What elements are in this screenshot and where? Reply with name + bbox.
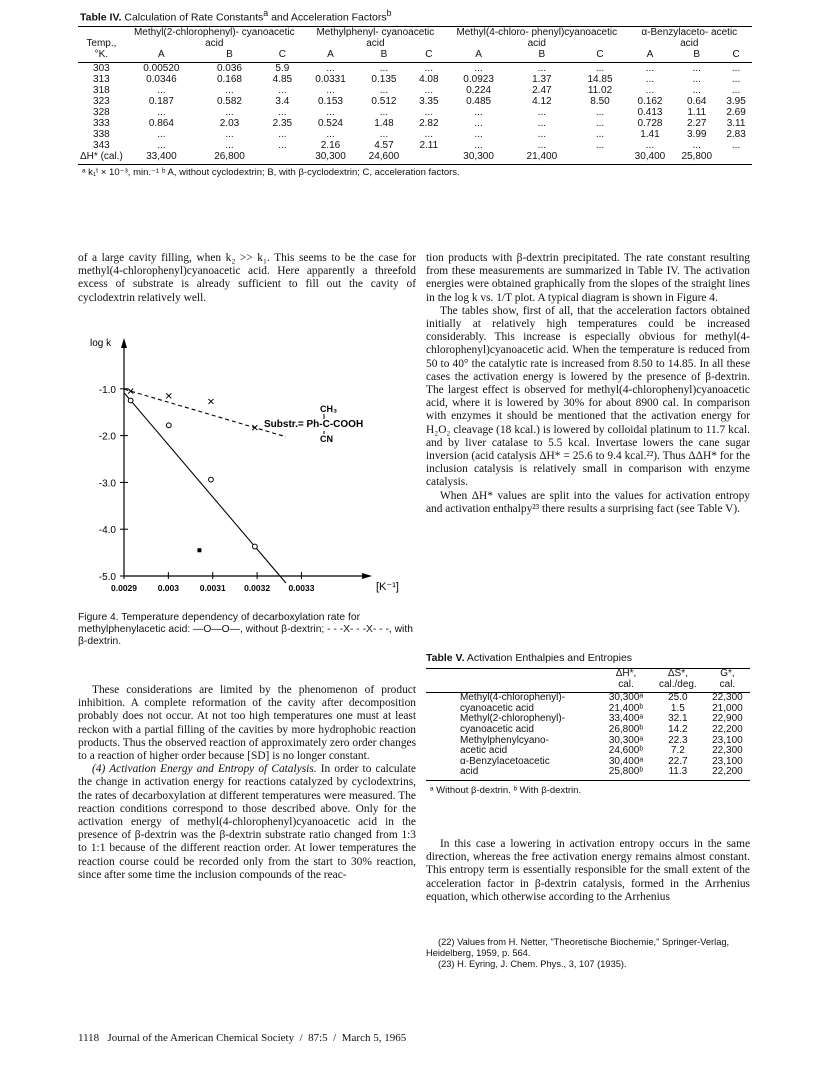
series-line xyxy=(124,393,285,583)
value-cell: 33,400ᵃ xyxy=(608,713,644,725)
value-cell: ... xyxy=(595,62,605,74)
sub-header: C xyxy=(720,49,752,63)
value-cell: 4.57 xyxy=(374,139,394,151)
value-cell: ... xyxy=(692,62,701,74)
data-point-circle xyxy=(252,544,257,549)
col-unit: cal. xyxy=(601,680,651,693)
value-cell: ... xyxy=(278,106,287,118)
data-point-cross xyxy=(166,393,171,398)
value-cell: 0.162 xyxy=(637,95,663,107)
value-cell: 0.524 xyxy=(317,117,343,129)
series-line xyxy=(124,389,285,436)
value-cell: 25.0 xyxy=(668,692,688,704)
value-cell: ... xyxy=(731,139,741,151)
value-cell: 2.16 xyxy=(320,139,341,151)
value-cell: 11.3 xyxy=(651,767,705,780)
value-cell: ... xyxy=(645,62,655,74)
dh-value: 30,300 xyxy=(463,150,494,162)
ddh-label xyxy=(78,162,125,165)
section-heading: (4) Activation Energy and Entropy of Catalysis. xyxy=(92,763,317,776)
reference-23: (23) H. Eyring, J. Chem. Phys., 3, 107 (1935). xyxy=(438,959,627,969)
y-axis-label: log k xyxy=(90,338,112,349)
value-cell: 11.02 xyxy=(587,84,613,96)
x-tick-label: 0.003 xyxy=(157,583,180,593)
temp-cell: 323 xyxy=(93,95,110,107)
value-cell: 0.036 xyxy=(216,62,242,74)
value-cell: 0.64 xyxy=(687,95,707,107)
paragraph: of a large cavity filling, when k₂ >> k₁. This seems to be the case for methyl(4-chlorophenyl)cyanoacetic acid. Here apparently a threefold excess of substrate is already sufficient to fill out the cavity of cyclodextrin relatively well. xyxy=(78,252,416,304)
ddh-value xyxy=(304,162,447,165)
col-unit: cal./deg. xyxy=(651,680,705,693)
value-cell: 22,300 xyxy=(712,745,743,757)
temp-cell: 328 xyxy=(93,106,110,118)
value-cell: ... xyxy=(692,84,701,96)
dh-value: 33,400 xyxy=(146,150,177,162)
value-cell: 22.3 xyxy=(668,734,688,746)
value-cell: 22.7 xyxy=(668,755,688,767)
page-footer: 1118 Journal of the American Chemical Society / 87:5 / March 5, 1965 xyxy=(78,1032,407,1044)
value-cell: ... xyxy=(379,84,389,96)
value-cell: 1.11 xyxy=(687,106,707,118)
value-cell: 0.0331 xyxy=(315,73,346,85)
value-cell: ... xyxy=(326,128,335,140)
group-header: Methyl(4-chloro- phenyl)cyanoacetic acid xyxy=(456,26,618,49)
right-column-bottom xyxy=(426,838,750,904)
table-row xyxy=(426,767,750,780)
value-cell: 30,300ᵃ xyxy=(608,734,644,746)
value-cell: ... xyxy=(537,128,547,140)
table-row xyxy=(426,725,750,736)
dh-value: 30,300 xyxy=(315,150,346,162)
sub-header: B xyxy=(510,49,573,63)
paragraph: tion products with β-dextrin precipitated. The rate constant resulting from these measurements are summarized in Table IV. The activation energies were obtained graphically from the slopes of the straight lines in the log k vs. 1/T plot. A typical diagram is shown in Figure 4. xyxy=(426,252,750,304)
value-cell: ... xyxy=(731,84,741,96)
value-cell: 23,100 xyxy=(712,755,743,767)
value-cell: 0.153 xyxy=(317,95,343,107)
ddh-value xyxy=(447,162,627,165)
value-cell: 0.00520 xyxy=(143,62,180,74)
empty-cell xyxy=(720,151,752,162)
compound-cell: cyanoacetic acid xyxy=(460,723,534,735)
temp-cell: 343 xyxy=(93,139,110,151)
dh-value: 24,600 xyxy=(368,150,400,162)
paragraph: The tables show, first of all, that the acceleration factors obtained initially at relatively high temperatures could be increased considerably. This increase is especially obvious for methyl(4-chlorophenyl)cyanoacetic acid. When the temperature is reduced from 50 to 40° the catalytic rate is increased from 8.50 to 14.85. In all these cases the activation energy is lowered by the presence of β-dextrin. The largest effect is observed for methyl(4-chlorophenyl)cyanoacetic acid, where it is lowered by 30% for about 8900 cal. In comparison with enzymes it should be mentioned that the activation energy for H₂O₂ cleavage (18 kcal.) is lowered by colloidal platinum to 11.7 kcal. and by liver catalase to 5.5 kcal. Invertase lowers the cane sugar inversion (acid catalysis ΔH* = 25.6 to 9.4 kcal.²²). Thus ΔΔH* for the inclusion catalysis is relatively small in comparison with enzyme catalysis. xyxy=(426,304,750,489)
value-cell: 24,600ᵇ xyxy=(608,745,644,757)
dh-value: 25,800 xyxy=(681,150,713,162)
sub-header: C xyxy=(573,49,626,63)
table-v xyxy=(426,652,750,796)
table-row xyxy=(78,118,752,129)
value-cell: 14.2 xyxy=(668,723,688,735)
value-cell: ... xyxy=(474,106,483,118)
value-cell: 7.2 xyxy=(670,745,685,757)
value-cell: 0.512 xyxy=(371,95,397,107)
value-cell: ... xyxy=(595,128,605,140)
value-cell: 26,800ᵇ xyxy=(608,723,644,735)
y-tick-label: -5.0 xyxy=(98,572,116,583)
table-row xyxy=(78,85,752,96)
paragraph: These considerations are limited by the phenomenon of product inhibition. A complete reformation of the cavity after decomposition probably does not occur. At not too high temperatures one must at least reckon with a partial filling of the cavities by more hydrophobic reaction products. Thus the observed reaction of approximately zero order changes to a reaction of higher order because [SD] is no longer constant. xyxy=(78,684,416,763)
ddh-value xyxy=(125,162,304,165)
table-v-footnote: ᵃ Without β-dextrin. ᵇ With β-dextrin. xyxy=(430,784,582,796)
compound-cell: Methylphenylcyano- xyxy=(460,734,549,746)
value-cell: ... xyxy=(474,117,483,129)
value-cell: 4.12 xyxy=(532,95,552,107)
temp-cell: 303 xyxy=(93,62,110,74)
y-tick-label: -1.0 xyxy=(98,384,116,396)
value-cell: ... xyxy=(595,139,605,151)
data-point-cross xyxy=(208,399,213,404)
substrate-formula: Substr.= Ph-C-COOH xyxy=(264,419,364,430)
value-cell: ... xyxy=(731,73,741,85)
value-cell: ... xyxy=(379,128,389,140)
value-cell: ... xyxy=(379,106,389,118)
value-cell: 2.03 xyxy=(219,117,240,129)
table-row xyxy=(78,140,752,151)
value-cell: 25,800ᵇ xyxy=(601,767,651,780)
group-header: Methyl(2-chlorophenyl)- cyanoacetic acid xyxy=(133,26,295,49)
table-row xyxy=(78,107,752,118)
col-header: ΔS*, xyxy=(667,668,688,679)
x-tick-label: 0.0033 xyxy=(288,583,315,593)
value-cell: ... xyxy=(474,62,483,74)
value-cell: ... xyxy=(326,84,335,96)
paragraph: When ΔH* values are split into the values for activation entropy and activation enthalpy²³ there results a surprising fact (see Table V). xyxy=(426,489,750,515)
value-cell: ... xyxy=(326,106,335,118)
value-cell: 8.50 xyxy=(590,95,610,107)
value-cell: 0.413 xyxy=(637,106,663,118)
col-header: ΔH*, xyxy=(615,668,637,679)
value-cell: 2.11 xyxy=(419,139,439,151)
temp-header: Temp., xyxy=(86,37,117,49)
right-column-top xyxy=(426,252,750,516)
table-iv xyxy=(78,8,752,178)
left-column-bottom xyxy=(78,684,416,882)
value-cell: ... xyxy=(731,62,741,74)
table-v-label: Table V. xyxy=(426,652,465,664)
table-iv-grid xyxy=(78,26,752,165)
value-cell: 1.48 xyxy=(374,117,394,129)
y-axis-arrow xyxy=(121,338,127,348)
value-cell: 21,400ᵇ xyxy=(608,702,644,714)
figure-4 xyxy=(78,330,416,620)
value-cell: 21,000 xyxy=(712,702,743,714)
sub-header: B xyxy=(673,49,720,63)
value-cell: ... xyxy=(225,139,234,151)
table-v-caption xyxy=(426,652,750,664)
temp-unit: °K. xyxy=(78,49,125,63)
value-cell: ... xyxy=(157,128,166,140)
col-unit: cal. xyxy=(705,680,750,693)
empty-cell xyxy=(261,151,304,162)
value-cell: 3.4 xyxy=(275,95,290,107)
group-header: α-Benzylaceto- acetic acid xyxy=(641,26,738,49)
value-cell: 3.95 xyxy=(726,95,746,107)
value-cell: ... xyxy=(379,62,389,74)
x-axis-unit: [K⁻¹] xyxy=(376,581,399,593)
group-header: Methylphenyl- cyanoacetic acid xyxy=(316,26,435,49)
value-cell: 0.135 xyxy=(371,73,397,85)
sub-header: A xyxy=(447,49,510,63)
value-cell: ... xyxy=(157,139,166,151)
value-cell: ... xyxy=(326,62,335,74)
sub-header: C xyxy=(261,49,304,63)
value-cell: ... xyxy=(424,62,433,74)
value-cell: 3.35 xyxy=(419,95,439,107)
value-cell: 2.69 xyxy=(726,106,746,118)
substrate-ch3: CH₃ xyxy=(320,404,338,414)
temp-cell: 338 xyxy=(93,128,110,140)
table-v-grid xyxy=(426,668,750,781)
compound-cell: cyanoacetic acid xyxy=(460,702,534,714)
table-v-title: Activation Enthalpies and Entropies xyxy=(466,652,633,664)
compound-cell: α-Benzylacetoacetic xyxy=(460,755,550,767)
value-cell: 30,300ᵃ xyxy=(608,692,644,704)
value-cell: ... xyxy=(537,139,547,151)
value-cell: 22,200 xyxy=(712,723,743,735)
value-cell: ... xyxy=(645,84,655,96)
value-cell: ... xyxy=(278,128,287,140)
value-cell: 22,200 xyxy=(705,767,750,780)
value-cell: 1.41 xyxy=(640,128,660,140)
references xyxy=(426,937,750,970)
value-cell: ... xyxy=(645,139,655,151)
value-cell: ... xyxy=(424,84,433,96)
y-tick-label: -2.0 xyxy=(98,431,116,443)
value-cell: ... xyxy=(225,128,234,140)
compound-cell: acetic acid xyxy=(460,745,508,757)
table-iv-title: Calculation of Rate Constants xyxy=(124,11,264,24)
figure-4-caption: Figure 4. Temperature dependency of decarboxylation rate for methylphenylacetic acid: —O—O—, without β-dextrin; - - -X- - -X- - -, with β-dextrin. xyxy=(78,612,413,647)
sub-header: B xyxy=(357,49,410,63)
value-cell: 0.582 xyxy=(216,95,242,107)
value-cell: ... xyxy=(424,128,433,140)
sub-header: A xyxy=(304,49,357,63)
value-cell: 4.85 xyxy=(272,73,293,85)
col-header: G*, xyxy=(720,668,735,679)
dh-value: 26,800 xyxy=(214,150,245,162)
value-cell: ... xyxy=(278,84,287,96)
value-cell: 23,100 xyxy=(712,734,743,746)
table-iv-caption xyxy=(80,8,752,24)
value-cell: 2.35 xyxy=(272,117,293,129)
x-tick-label: 0.0029 xyxy=(111,583,137,593)
value-cell: ... xyxy=(157,84,166,96)
value-cell: 0.224 xyxy=(466,84,492,96)
table-row xyxy=(78,62,752,74)
value-cell: ... xyxy=(225,84,234,96)
value-cell: ... xyxy=(225,106,234,118)
substrate-cn: CN xyxy=(320,434,333,444)
y-tick-label: -3.0 xyxy=(98,478,116,490)
value-cell: 0.728 xyxy=(637,117,663,129)
value-cell: 1.5 xyxy=(670,702,685,714)
empty-cell xyxy=(411,151,447,162)
value-cell: 0.187 xyxy=(148,95,174,107)
value-cell: 0.168 xyxy=(216,73,242,85)
sub-header: B xyxy=(198,49,261,63)
value-cell: ... xyxy=(537,106,547,118)
value-cell: 2.82 xyxy=(419,117,439,129)
paragraph: In this case a lowering in activation entropy occurs in the same direction, whereas the free activation energy remains almost constant. This entropy term is essentially responsible for the small extent of the acceleration factor in β-dextrin catalysis, formed in the Arrhenius equation, which otherwise according to the Arrhenius xyxy=(426,838,750,903)
value-cell: 3.99 xyxy=(687,128,707,140)
x-axis-arrow xyxy=(362,573,372,579)
value-cell: 14.85 xyxy=(587,73,613,85)
compound-cell: acid xyxy=(426,767,601,780)
dh-value: 30,400 xyxy=(634,150,666,162)
value-cell: 22,300 xyxy=(712,692,743,704)
table-iv-footnote: ᵃ k₁ᵗ × 10⁻³, min.⁻¹ ᵇ A, without cyclodextrin; B, with β-cyclodextrin; C, acceleration factors. xyxy=(82,166,460,178)
value-cell: ... xyxy=(692,73,701,85)
value-cell: ... xyxy=(537,117,547,129)
reference-22: (22) Values from H. Netter, "Theoretische Biochemie," Springer-Verlag, Heidelberg, 1959, p. 564. xyxy=(426,937,730,958)
value-cell: 3.11 xyxy=(726,117,746,129)
value-cell: 1.37 xyxy=(532,73,552,85)
compound-cell: Methyl(4-chlorophenyl)- xyxy=(460,692,566,704)
table-iv-label: Table IV. xyxy=(80,11,122,24)
value-cell: ... xyxy=(424,106,433,118)
temp-cell: 318 xyxy=(93,84,110,96)
x-tick-label: 0.0032 xyxy=(244,583,271,593)
value-cell: ... xyxy=(474,139,483,151)
value-cell: 5.9 xyxy=(275,62,290,74)
table-iv-title-2: and Acceleration Factors xyxy=(268,11,387,24)
table-iv-sup-b: b xyxy=(386,8,392,18)
dh-label: ΔH* (cal.) xyxy=(80,150,123,162)
data-point-circle xyxy=(166,423,171,428)
dh-value: 21,400 xyxy=(526,150,558,162)
figure-4-plot xyxy=(78,330,416,620)
empty-cell xyxy=(573,151,626,162)
value-cell: ... xyxy=(157,106,166,118)
value-cell: ... xyxy=(278,139,287,151)
compound-cell: Methyl(2-chlorophenyl)- xyxy=(460,713,566,725)
paragraph: In order to calculate the change in activation energy for reactions catalyzed by cyclodextrins, the rates of decarboxylation at different temperatures were measured. The reaction conditions correspond to those described above. Only for the activation energy of methyl(4-chlorophenyl)cyanoacetic acid in the presence of β-dextrin was the β-dextrin substrate ratio changed from 1:3 to 1:1 because of the different reaction order. At lower temperatures the reaction course could be recorded only from the start to 30% reaction, since after some time the inclusion compounds of the reac- xyxy=(78,763,416,881)
value-cell: 4.08 xyxy=(419,73,439,85)
value-cell: 0.485 xyxy=(466,95,492,107)
table-iv-sup-a: a xyxy=(263,8,269,18)
value-cell: ... xyxy=(595,117,605,129)
stray-point xyxy=(197,548,201,552)
dh-row xyxy=(78,151,752,162)
data-point-circle xyxy=(128,398,133,403)
sub-header: A xyxy=(125,49,198,63)
value-cell: 0.0923 xyxy=(463,73,494,85)
sub-header: A xyxy=(627,49,674,63)
x-tick-label: 0.0031 xyxy=(199,583,226,593)
temp-cell: 313 xyxy=(93,73,110,85)
table-row xyxy=(78,96,752,107)
value-cell: ... xyxy=(474,128,483,140)
value-cell: 2.83 xyxy=(726,128,746,140)
sub-header: C xyxy=(411,49,447,63)
ddh-row xyxy=(78,162,752,165)
y-tick-label: -4.0 xyxy=(98,525,116,537)
ddh-value xyxy=(627,162,752,165)
value-cell: ... xyxy=(537,62,547,74)
value-cell: 22,900 xyxy=(712,713,743,725)
value-cell: 0.864 xyxy=(148,117,174,129)
left-column-top xyxy=(78,252,416,305)
value-cell: 0.0346 xyxy=(146,73,177,85)
table-row xyxy=(78,129,752,140)
value-cell: ... xyxy=(645,73,655,85)
data-point-circle xyxy=(209,477,214,482)
value-cell: 2.27 xyxy=(687,117,707,129)
value-cell: 30,400ᵃ xyxy=(608,755,644,767)
value-cell: ... xyxy=(692,139,701,151)
table-row xyxy=(78,74,752,85)
value-cell: ... xyxy=(595,106,605,118)
temp-cell: 333 xyxy=(93,117,110,129)
value-cell: 2.47 xyxy=(532,84,552,96)
value-cell: 32.1 xyxy=(668,713,688,725)
